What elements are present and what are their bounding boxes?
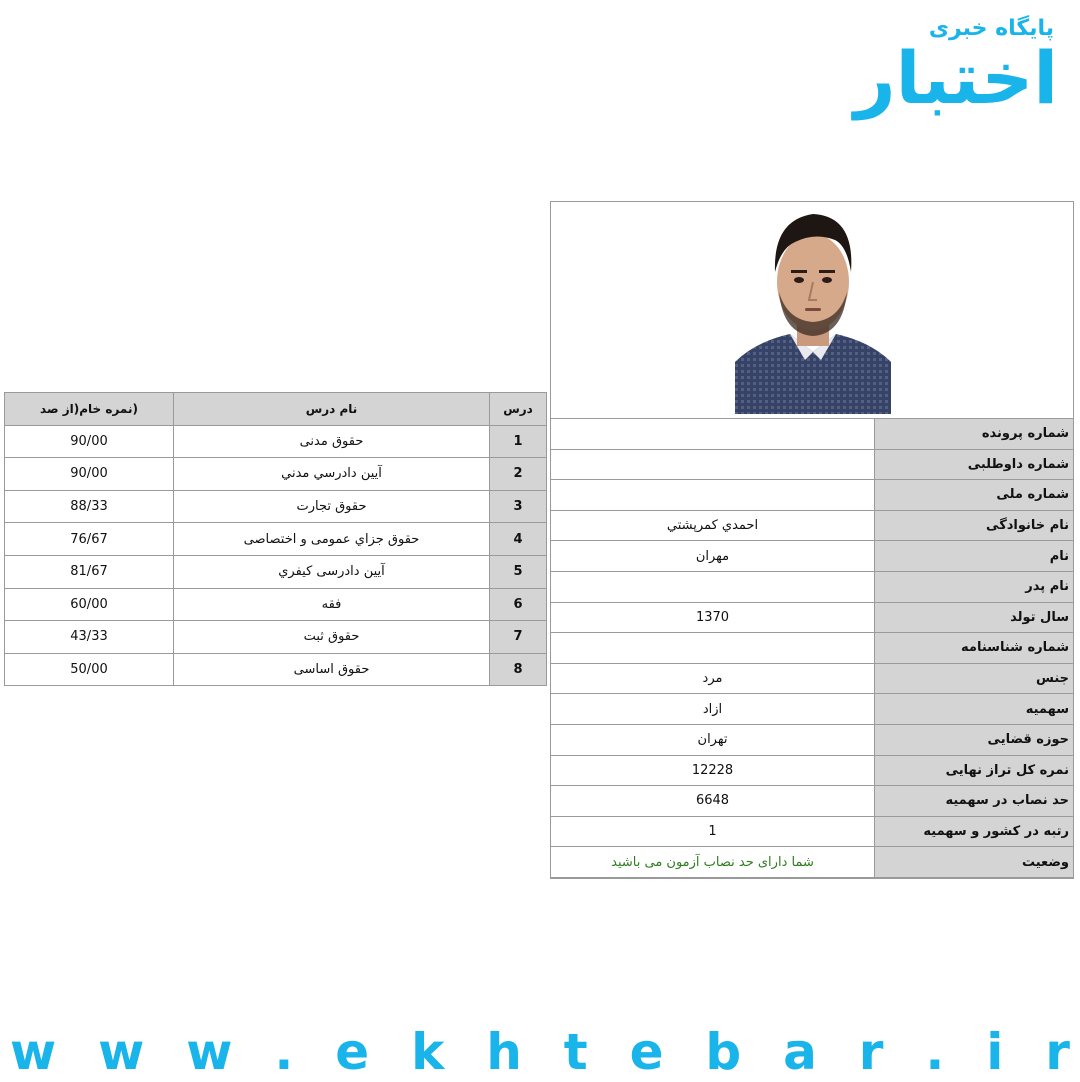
course-name: آیین دادرسی کيفري — [174, 555, 490, 588]
info-label: شماره شناسنامه — [875, 633, 1074, 664]
info-row — [551, 724, 1073, 755]
url-char: . — [925, 1023, 945, 1081]
url-char: i — [986, 1023, 1004, 1081]
candidate-photo — [735, 202, 891, 414]
info-label: نام — [875, 541, 1074, 572]
info-label: سهمیه — [875, 694, 1074, 725]
candidate-card — [550, 201, 1074, 879]
info-value: مهران — [551, 541, 875, 572]
info-label: نام پدر — [875, 571, 1074, 602]
info-row — [551, 419, 1073, 449]
logo-subtitle: پایگاه خبری — [928, 16, 1054, 41]
info-label: جنس — [875, 663, 1074, 694]
info-row — [551, 571, 1073, 602]
info-label: وضعیت — [875, 847, 1074, 878]
table-row — [5, 555, 547, 588]
table-row — [5, 458, 547, 491]
course-number: 1 — [490, 425, 547, 458]
raw-score: 43/33 — [5, 621, 174, 654]
info-value: 1370 — [551, 602, 875, 633]
course-name: حقوق جزاي عمومی و اختصاصی — [174, 523, 490, 556]
grades-header-row — [5, 393, 547, 426]
raw-score: 76/67 — [5, 523, 174, 556]
info-value — [551, 419, 875, 449]
header-raw-score: (نمره خام(از صد — [5, 393, 174, 426]
info-row — [551, 602, 1073, 633]
url-char: e — [335, 1023, 370, 1081]
info-value: 1 — [551, 816, 875, 847]
url-char: r — [1045, 1023, 1070, 1081]
info-label: رتبه در کشور و سهمیه — [875, 816, 1074, 847]
info-value — [551, 480, 875, 511]
info-value — [551, 449, 875, 480]
info-row — [551, 663, 1073, 694]
url-char: w — [186, 1023, 233, 1081]
url-char: r — [858, 1023, 884, 1081]
info-value: تهران — [551, 724, 875, 755]
info-value — [551, 571, 875, 602]
grades-table — [4, 392, 547, 686]
course-number: 8 — [490, 653, 547, 686]
course-name: حقوق مدنی — [174, 425, 490, 458]
table-row — [5, 588, 547, 621]
header-course-number: درس — [490, 393, 547, 426]
table-row — [5, 490, 547, 523]
site-logo — [854, 12, 1066, 132]
table-row — [5, 621, 547, 654]
course-number: 3 — [490, 490, 547, 523]
url-char: . — [274, 1023, 294, 1081]
info-row — [551, 694, 1073, 725]
course-number: 6 — [490, 588, 547, 621]
info-row — [551, 786, 1073, 817]
site-url — [0, 1022, 1080, 1082]
raw-score: 90/00 — [5, 458, 174, 491]
url-char: a — [783, 1023, 817, 1081]
info-label: حد نصاب در سهمیه — [875, 786, 1074, 817]
url-char: e — [629, 1023, 664, 1081]
header-course-name: نام درس — [174, 393, 490, 426]
table-row — [5, 653, 547, 686]
info-row — [551, 449, 1073, 480]
url-char: t — [563, 1023, 588, 1081]
info-value: 12228 — [551, 755, 875, 786]
course-number: 7 — [490, 621, 547, 654]
logo-title: اختبار — [854, 36, 1058, 120]
course-name: آيين دادرسي مدني — [174, 458, 490, 491]
url-char: h — [486, 1023, 522, 1081]
info-label: شماره داوطلبی — [875, 449, 1074, 480]
raw-score: 88/33 — [5, 490, 174, 523]
info-label: نام خانوادگی — [875, 510, 1074, 541]
info-value: ازاد — [551, 694, 875, 725]
info-row — [551, 480, 1073, 511]
course-name: حقوق اساسی — [174, 653, 490, 686]
raw-score: 81/67 — [5, 555, 174, 588]
info-row — [551, 541, 1073, 572]
course-number: 5 — [490, 555, 547, 588]
info-label: نمره کل تراز نهایی — [875, 755, 1074, 786]
info-value: 6648 — [551, 786, 875, 817]
info-value — [551, 633, 875, 664]
info-value: احمدي كمرپشتي — [551, 510, 875, 541]
url-char: b — [705, 1023, 742, 1081]
course-name: فقه — [174, 588, 490, 621]
status-value: شما دارای حد نصاب آزمون می باشید — [551, 847, 875, 878]
course-name: حقوق ثبت — [174, 621, 490, 654]
info-value: مرد — [551, 663, 875, 694]
info-row — [551, 755, 1073, 786]
url-char: w — [98, 1023, 145, 1081]
info-row — [551, 816, 1073, 847]
info-row — [551, 633, 1073, 664]
raw-score: 50/00 — [5, 653, 174, 686]
course-number: 2 — [490, 458, 547, 491]
photo-frame — [551, 202, 1073, 419]
info-label: شماره پرونده — [875, 419, 1074, 449]
candidate-info-table — [551, 419, 1073, 878]
url-char: w — [10, 1023, 57, 1081]
raw-score: 90/00 — [5, 425, 174, 458]
course-number: 4 — [490, 523, 547, 556]
raw-score: 60/00 — [5, 588, 174, 621]
info-label: شماره ملی — [875, 480, 1074, 511]
url-char: k — [411, 1023, 445, 1081]
info-label: حوزه قضایی — [875, 724, 1074, 755]
info-label: سال تولد — [875, 602, 1074, 633]
table-row — [5, 523, 547, 556]
table-row — [5, 425, 547, 458]
info-row — [551, 510, 1073, 541]
info-row — [551, 847, 1073, 878]
course-name: حقوق تجارت — [174, 490, 490, 523]
